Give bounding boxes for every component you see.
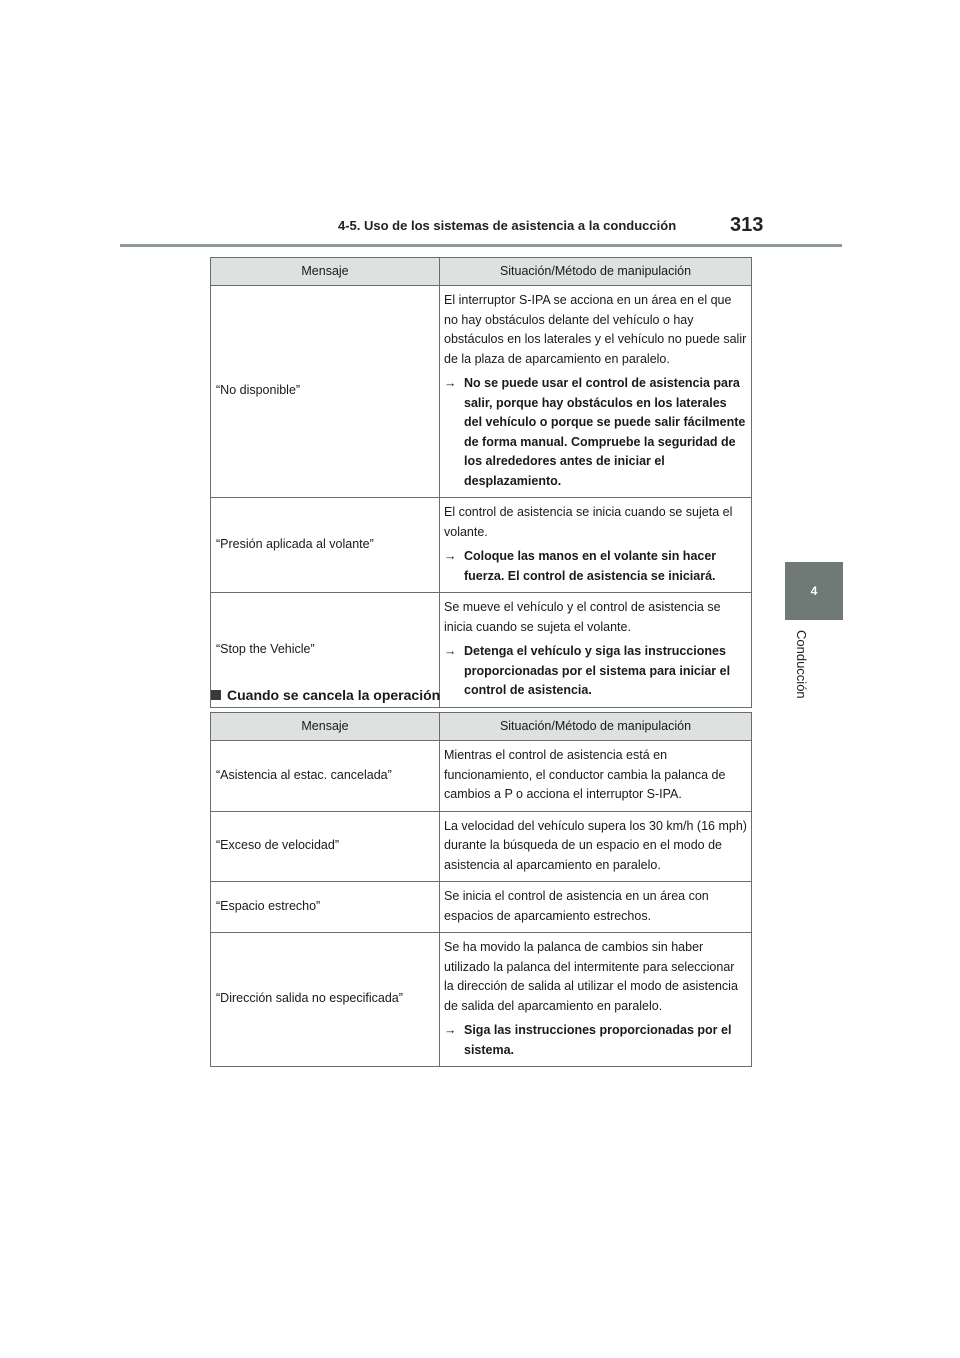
square-bullet-icon xyxy=(211,690,221,700)
arrow-right-icon: → xyxy=(444,1023,457,1037)
table-row xyxy=(211,286,752,498)
situation-cell xyxy=(440,498,752,593)
message-table-2 xyxy=(210,712,752,1067)
message-cell: “Espacio estrecho” xyxy=(211,882,440,933)
table-row xyxy=(211,933,752,1067)
page-header-title: 4-5. Uso de los sistemas de asistencia a la conducción xyxy=(338,218,677,233)
message-cell: “Asistencia al estac. cancelada” xyxy=(211,741,440,812)
message-cell: “Stop the Vehicle” xyxy=(211,593,440,708)
action-instruction xyxy=(444,547,747,586)
situation-cell xyxy=(440,933,752,1067)
column-header-message: Mensaje xyxy=(211,258,440,286)
situation-text: La velocidad del vehículo supera los 30 km/h (16 mph) durante la búsqueda de un espacio en el modo de asistencia al aparcamiento en paralelo. xyxy=(444,818,747,872)
message-cell: “Dirección salida no especificada” xyxy=(211,933,440,1067)
action-instruction xyxy=(444,642,747,701)
table-row xyxy=(211,811,752,882)
situation-text: Se inicia el control de asistencia en un área con espacios de aparcamiento estrechos. xyxy=(444,889,709,923)
header-divider xyxy=(120,244,842,247)
section-heading xyxy=(211,687,440,703)
column-header-message: Mensaje xyxy=(211,713,440,741)
table-header-row xyxy=(211,713,752,741)
situation-text: Se mueve el vehículo y el control de asistencia se inicia cuando se sujeta el volante. xyxy=(444,600,721,634)
situation-text: El interruptor S-IPA se acciona en un área en el que no hay obstáculos delante del vehículo o hay obstáculos en los laterales y el vehículo no puede salir de la plaza de aparcamiento en paralelo. xyxy=(444,293,747,366)
action-text: No se puede usar el control de asistencia para salir, porque hay obstáculos en los laterales del vehículo o porque se puede salir fácilmente de forma manual. Compruebe la seguridad de los alrededores antes de iniciar el desplazamiento. xyxy=(464,376,746,488)
action-instruction xyxy=(444,374,747,491)
chapter-tab xyxy=(785,562,843,620)
situation-text: Mientras el control de asistencia está en funcionamiento, el conductor cambia la palanca de cambios a P o acciona el interruptor S-IPA. xyxy=(444,748,726,801)
situation-cell xyxy=(440,882,752,933)
action-text: Siga las instrucciones proporcionadas por el sistema. xyxy=(464,1023,732,1057)
arrow-right-icon: → xyxy=(444,376,457,390)
situation-text: Se ha movido la palanca de cambios sin haber utilizado la palanca del intermitente para seleccionar la dirección de salida al utilizar el modo de asistencia de salida del aparcamiento en paralelo. xyxy=(444,940,738,1013)
table-header-row xyxy=(211,258,752,286)
column-header-situation: Situación/Método de manipulación xyxy=(440,258,752,286)
section-heading-text: Cuando se cancela la operación xyxy=(227,687,441,703)
arrow-right-icon: → xyxy=(444,549,457,563)
action-instruction xyxy=(444,1021,747,1060)
chapter-label: Conducción xyxy=(794,630,809,699)
table-row xyxy=(211,882,752,933)
message-table-1 xyxy=(210,257,752,708)
message-cell: “No disponible” xyxy=(211,286,440,498)
message-cell: “Exceso de velocidad” xyxy=(211,811,440,882)
situation-cell xyxy=(440,593,752,708)
column-header-situation: Situación/Método de manipulación xyxy=(440,713,752,741)
situation-text: El control de asistencia se inicia cuando se sujeta el volante. xyxy=(444,505,733,539)
situation-cell xyxy=(440,286,752,498)
arrow-right-icon: → xyxy=(444,644,457,658)
action-text: Detenga el vehículo y siga las instrucciones proporcionadas por el sistema para iniciar el control de asistencia. xyxy=(464,644,731,697)
table-row xyxy=(211,498,752,593)
action-text: Coloque las manos en el volante sin hacer fuerza. El control de asistencia se iniciará. xyxy=(464,549,717,583)
page-number: 313 xyxy=(730,214,764,236)
situation-cell xyxy=(440,741,752,812)
table-row xyxy=(211,741,752,812)
chapter-number: 4 xyxy=(810,584,818,598)
situation-cell xyxy=(440,811,752,882)
message-cell: “Presión aplicada al volante” xyxy=(211,498,440,593)
